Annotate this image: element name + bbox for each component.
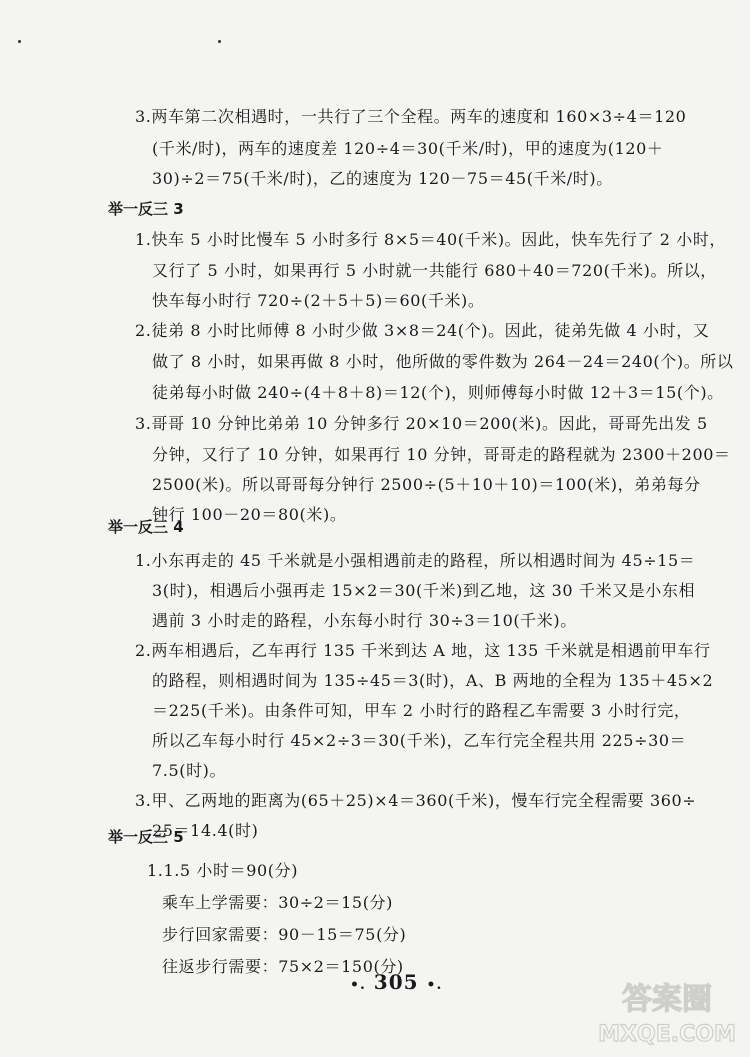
solution-line: 又行了 5 小时，如果再行 5 小时就一共能行 680＋40＝720(千米)。所以，	[152, 261, 717, 280]
solution-line: 1.小东再走的 45 千米就是小强相遇前走的路程，所以相遇时间为 45÷15＝	[135, 551, 696, 570]
solution-line: 3.甲、乙两地的距离为(65＋25)×4＝360(千米)，慢车行完全程需要 360÷	[135, 791, 697, 810]
solution-line: 快车每小时行 720÷(2＋5＋5)＝60(千米)。	[152, 291, 485, 310]
section-heading: 举一反三 3	[108, 200, 184, 218]
solution-line: 徒弟每小时做 240÷(4＋8＋8)＝12(个)，则师傅每小时做 12＋3＝15(个)。	[152, 383, 724, 402]
solution-line: 30)÷2＝75(千米/时)，乙的速度为 120－75＝45(千米/时)。	[152, 169, 613, 188]
solution-line: 3.哥哥 10 分钟比弟弟 10 分钟多行 20×10＝200(米)。因此，哥哥先出发 5	[135, 414, 708, 433]
solution-line: 3(时)，相遇后小强再走 15×2＝30(千米)到乙地，这 30 千米又是小东相	[152, 581, 696, 600]
solution-line: 往返步行需要：75×2＝150(分)	[162, 957, 404, 976]
solution-line: 做了 8 小时，如果再做 8 小时，他所做的零件数为 264－24＝240(个)。所以	[152, 352, 734, 371]
solution-line: 7.5(时)。	[152, 761, 227, 780]
solution-line: 2500(米)。所以哥哥每分钟行 2500÷(5＋10＋10)＝100(米)，弟弟每分	[152, 475, 701, 494]
svg-text:MXQE.COM: MXQE.COM	[598, 1022, 736, 1047]
solution-line: 分钟，又行了 10 分钟，如果再行 10 分钟，哥哥走的路程就为 2300＋200＝	[152, 445, 731, 464]
solution-line: 25＝14.4(时)	[152, 821, 259, 840]
solution-line: 乘车上学需要：30÷2＝15(分)	[162, 893, 393, 912]
page-number	[350, 970, 442, 994]
section-heading: 举一反三 4	[108, 518, 184, 536]
solution-line: 步行回家需要：90－15＝75(分)	[162, 925, 407, 944]
svg-text:答案圈: 答案圈	[622, 982, 712, 1017]
solution-line: 1.1.5 小时＝90(分)	[147, 861, 299, 880]
solution-line: 2.两车相遇后，乙车再行 135 千米到达 A 地，这 135 千米就是相遇前甲车行	[135, 641, 711, 660]
solution-line: 2.徒弟 8 小时比师傅 8 小时少做 3×8＝24(个)。因此，徒弟先做 4 小时，又	[135, 321, 710, 340]
scan-speck	[18, 40, 21, 43]
solution-line: 遇前 3 小时走的路程，小东每小时行 30÷3＝10(千米)。	[152, 611, 577, 630]
watermark-logo	[592, 971, 742, 1051]
solution-line: 3.两车第二次相遇时，一共行了三个全程。两车的速度和 160×3÷4＝120	[135, 107, 687, 126]
page-number-text: 305	[373, 970, 419, 994]
scan-speck	[218, 40, 221, 43]
solution-line: 所以乙车每小时行 45×2÷3＝30(千米)，乙车行完全程共用 225÷30＝	[152, 731, 687, 750]
solution-line: ＝225(千米)。由条件可知，甲车 2 小时行的路程乙车需要 3 小时行完，	[152, 701, 691, 720]
dot-ornament-right: •.	[426, 977, 443, 993]
solution-line: 钟行 100－20＝80(米)。	[152, 505, 347, 524]
solution-line: (千米/时)，两车的速度差 120÷4＝30(千米/时)，甲的速度为(120＋	[152, 139, 664, 158]
section-heading: 举一反三 5	[108, 828, 184, 846]
solution-line: 的路程，则相遇时间为 135÷45＝3(时)，A、B 两地的全程为 135＋45×2	[152, 671, 714, 690]
dot-ornament-left: •.	[350, 977, 366, 993]
solution-line: 1.快车 5 小时比慢车 5 小时多行 8×5＝40(千米)。因此，快车先行了 2 小时，	[135, 230, 727, 249]
